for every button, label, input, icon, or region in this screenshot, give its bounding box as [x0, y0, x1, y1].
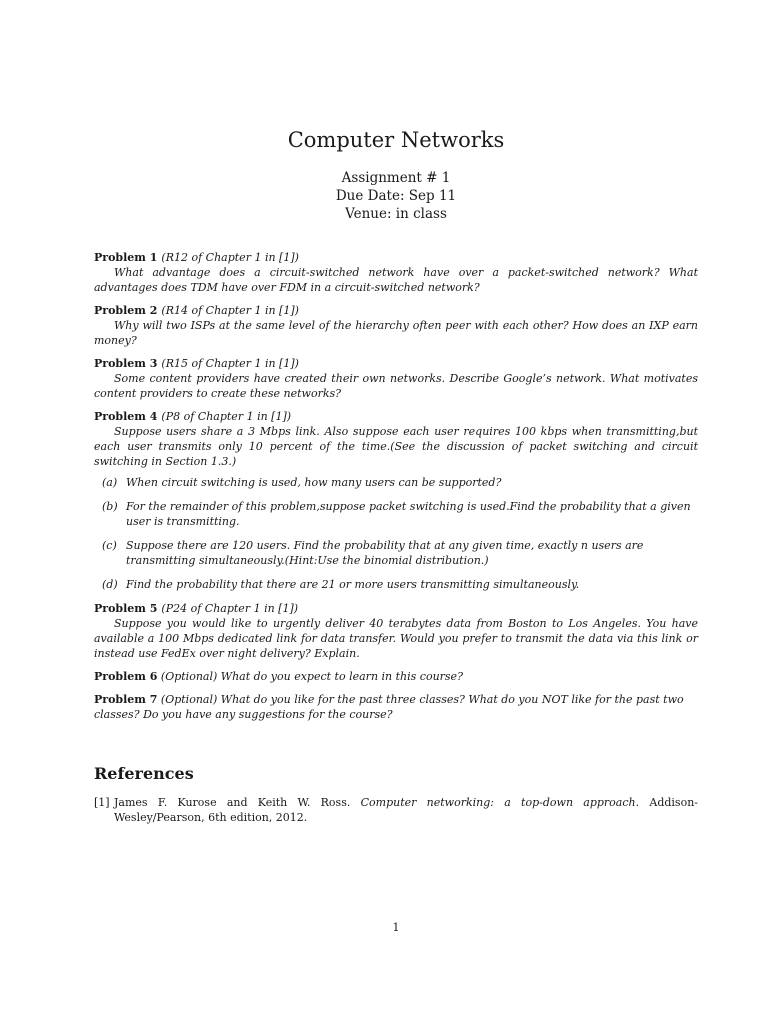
- problem-source: (R12 of Chapter 1 in [1]): [161, 251, 299, 264]
- problem-heading: Problem 4: [94, 410, 158, 423]
- assignment-meta: [94, 169, 698, 223]
- sub-question-text: Suppose there are 120 users. Find the probability that at any given time, exactly n users are transmitting simultaneously.(Hint:Use the binomial distribution.): [126, 539, 644, 567]
- problem-heading: Problem 1: [94, 251, 158, 264]
- venue: Venue: in class: [345, 206, 447, 222]
- problem-source: (P24 of Chapter 1 in [1]): [161, 602, 299, 615]
- problem-body: Suppose you would like to urgently deliver 40 terabytes data from Boston to Los Angeles. You have available a 100 Mbps dedicated link for data transfer. Would you prefer to transmit the data via this link or instead use FedEx over night delivery? Explain.: [94, 617, 698, 660]
- sub-question-list: [102, 475, 698, 592]
- sub-question-b: [102, 499, 698, 529]
- sub-question-d: [102, 577, 698, 592]
- problem-list: [94, 250, 698, 730]
- problem-body: (Optional) What do you like for the past three classes? What do you NOT like for the past two classes? Do you have any suggestions for the course?: [94, 693, 684, 721]
- problem-heading: Problem 3: [94, 357, 158, 370]
- problem-3: [94, 356, 698, 401]
- reference-publisher: Addison-Wesley/Pearson, 6th edition, 2012.: [114, 796, 698, 824]
- reference-list: [94, 795, 698, 825]
- sub-question-text: Find the probability that there are 21 or more users transmitting simultaneously.: [126, 578, 580, 591]
- sub-question-text: For the remainder of this problem,suppose packet switching is used.Find the probability that a given user is transmitting.: [126, 500, 691, 528]
- problem-body: (Optional) What do you expect to learn in this course?: [160, 670, 463, 683]
- problem-body: What advantage does a circuit-switched network have over a packet-switched network? What advantages does TDM have over FDM in a circuit-switched network?: [94, 266, 698, 294]
- references-heading: References: [94, 764, 194, 783]
- problem-7: [94, 692, 698, 722]
- problem-body: Some content providers have created their own networks. Describe Google’s network. What motivates content providers to create these networks?: [94, 372, 698, 400]
- problem-heading: Problem 7: [94, 693, 158, 706]
- reference-item: [94, 795, 698, 825]
- problem-1: [94, 250, 698, 295]
- reference-text: [114, 795, 698, 825]
- due-date: Due Date: Sep 11: [335, 188, 457, 204]
- problem-5: [94, 601, 698, 661]
- problem-body: Suppose users share a 3 Mbps link. Also suppose each user requires 100 kbps when transmitting,but each user transmits only 10 percent of the time.(See the discussion of packet switching and circuit switching in Section 1.3.): [94, 425, 698, 468]
- sub-question-a: [102, 475, 698, 490]
- problem-source: (R15 of Chapter 1 in [1]): [161, 357, 299, 370]
- reference-number: [1]: [94, 796, 110, 809]
- problem-source: (P8 of Chapter 1 in [1]): [161, 410, 292, 423]
- sub-question-label: (a): [102, 476, 118, 489]
- problem-source: (R14 of Chapter 1 in [1]): [161, 304, 299, 317]
- problem-4: [94, 409, 698, 592]
- assignment-number: Assignment # 1: [341, 170, 451, 186]
- sub-question-text: When circuit switching is used, how many users can be supported?: [126, 476, 502, 489]
- problem-heading: Problem 6: [94, 670, 158, 683]
- sub-question-c: [102, 538, 698, 568]
- sub-question-label: (d): [102, 578, 118, 591]
- document-title: Computer Networks: [287, 128, 505, 152]
- sub-question-label: (c): [102, 539, 117, 552]
- problem-6: [94, 669, 698, 684]
- problem-heading: Problem 5: [94, 602, 158, 615]
- page-number: 1: [392, 921, 400, 934]
- reference-title: Computer networking: a top-down approach.: [360, 796, 640, 809]
- problem-heading: Problem 2: [94, 304, 158, 317]
- problem-2: [94, 303, 698, 348]
- problem-body: Why will two ISPs at the same level of the hierarchy often peer with each other? How does an IXP earn money?: [94, 319, 698, 347]
- sub-question-label: (b): [102, 500, 118, 513]
- reference-authors: James F. Kurose and Keith W. Ross.: [114, 796, 351, 809]
- document-page: [94, 0, 698, 1024]
